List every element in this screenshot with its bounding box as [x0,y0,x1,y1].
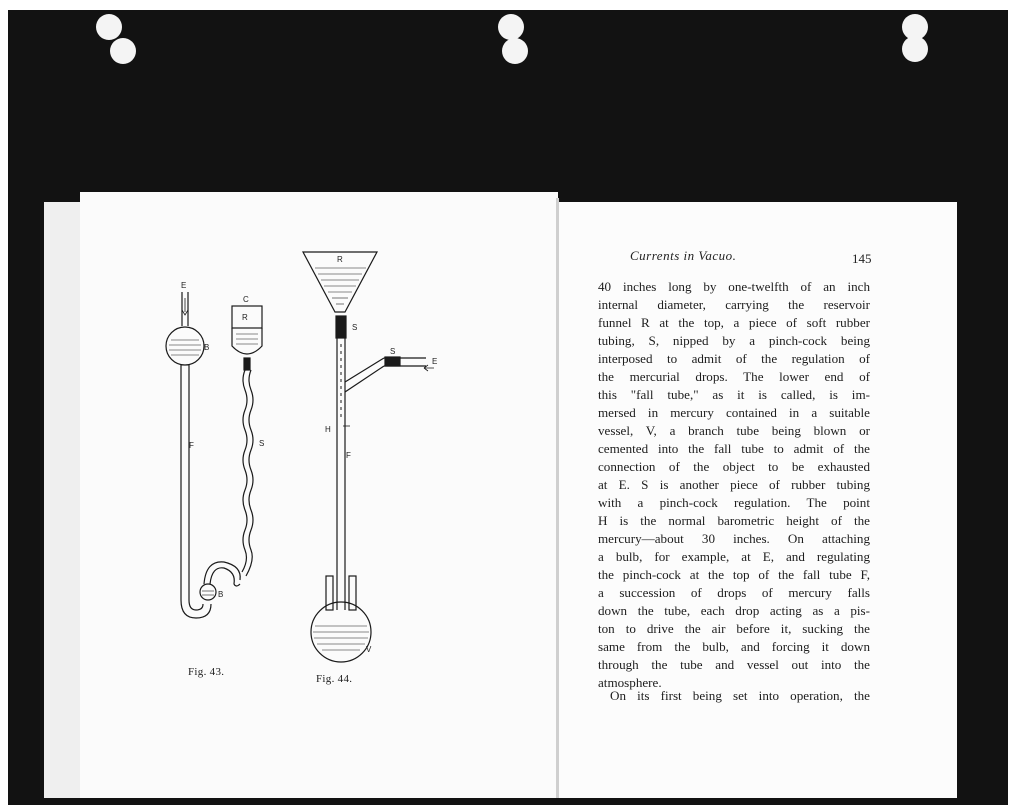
figure-label: F [346,451,351,460]
text-line: cemented into the fall tube to admit of the [598,441,870,456]
text-line: mersed in mercury contained in a suitable [598,405,870,420]
text-line: through the tube and vessel out into the [598,657,870,672]
text-line: at E. S is another piece of rubber tubing [598,477,870,492]
figure-label: R [242,313,248,322]
text-line: tubing, S, nipped by a pinch-cock being [598,333,870,348]
figure-label: B [204,343,210,352]
figure-label: F [189,441,194,450]
text-line: vessel, V, a branch tube being blown or [598,423,870,438]
text-line: with a pinch-cock regulation. The point [598,495,870,510]
figure-44 [303,252,434,662]
figure-label: E [432,357,438,366]
page-number: 145 [852,251,872,266]
text-line: a succession of drops of mercury falls [598,585,870,600]
figure-44-caption: Fig. 44. [316,673,353,685]
text-line: ton to drive the air before it, sucking the [598,621,870,636]
figure-label: B [218,590,224,599]
text-line: same from the bulb, and forcing it down [598,639,870,654]
text-line: internal diameter, carrying the reservoir [598,297,870,312]
figure-label: S [352,323,358,332]
text-line: the mercurial drops. The lower end of [598,369,870,384]
figure-label: E [181,281,187,290]
figure-label: S [259,439,265,448]
figure-label: S [390,347,396,356]
text-line: connection of the object to be exhausted [598,459,870,474]
text-line: funnel R at the top, a piece of soft rubber [598,315,870,330]
running-head: Currents in Vacuo. [630,248,737,263]
figure-label: R [337,255,343,264]
text-line: the pinch-cock at the top of the fall tube F, [598,567,870,582]
figure-43-caption: Fig. 43. [188,666,225,678]
figure-label: V [366,645,372,654]
text-line: interposed to admit of the regulation of [598,351,870,366]
figure-43 [166,292,265,618]
body-paragraph [598,278,870,692]
next-paragraph: On its first being set into operation, the [610,688,870,703]
text-line: 40 inches long by one-twelfth of an inch [598,279,870,294]
text-line: atmosphere. [598,675,662,690]
text-line: a bulb, for example, at E, and regulating [598,549,870,564]
text-line: H is the normal barometric height of the [598,513,870,528]
text-line: this "fall tube," as it is called, is im- [598,387,870,402]
text-line: mercury—about 30 inches. On attaching [598,531,870,546]
text-line: down the tube, each drop acting as a pis- [598,603,870,618]
figure-label: H [325,425,331,434]
figure-label: C [243,295,249,304]
